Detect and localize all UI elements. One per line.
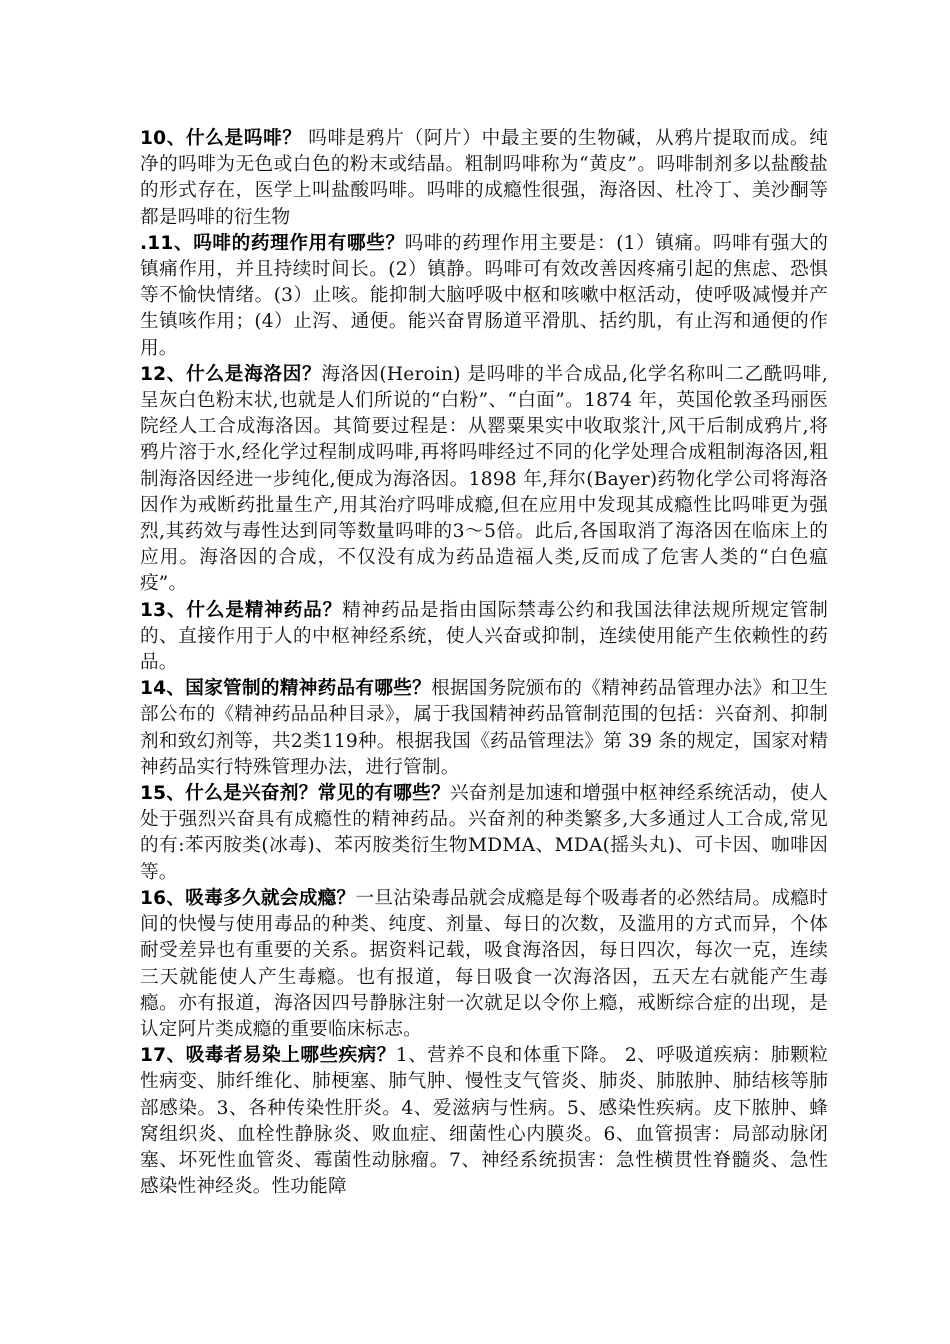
qa-item-17 xyxy=(140,1043,828,1200)
qa-item-16 xyxy=(140,886,828,1043)
qa-item-13 xyxy=(140,598,828,677)
qa-item-15 xyxy=(140,781,828,886)
answer-text: 根据国务院颁布的《精神药品管理办法》和卫生部公布的《精神药品品种目录》，属于我国精神药品管制范围的包括：兴奋剂、抑制剂和致幻剂等，共2类119种。根据我国《药品管理法》第 39 条的规定，国家对精神药品实行特殊管理办法，进行管制。 xyxy=(140,678,828,778)
question-heading: 12、什么是海洛因？ xyxy=(140,363,322,385)
question-heading: 15、什么是兴奋剂？常见的有哪些？ xyxy=(140,783,450,805)
qa-item-11 xyxy=(140,231,828,362)
question-heading: 14、国家管制的精神药品有哪些？ xyxy=(140,678,432,700)
qa-item-14 xyxy=(140,676,828,781)
document-page xyxy=(140,126,828,1200)
answer-text: 1、营养不良和体重下降。 2、呼吸道疾病：肺颗粒性病变、肺纤维化、肺梗塞、肺气肿、慢性支气管炎、肺炎、肺脓肿、肺结核等肺部感染。3、各种传染性肝炎。4、爱滋病与性病。5、感染性疾病。皮下脓肿、蜂窝组织炎、血栓性静脉炎、败血症、细菌性心内膜炎。6、血管损害：局部动脉闭塞、坏死性血管炎、霉菌性动脉瘤。7、神经系统损害：急性横贯性脊髓炎、急性感染性神经炎。性功能障 xyxy=(140,1045,828,1198)
question-heading: 17、吸毒者易染上哪些疾病？ xyxy=(140,1045,396,1067)
qa-item-12 xyxy=(140,362,828,598)
question-heading: 13、什么是精神药品？ xyxy=(140,599,343,621)
question-heading: 10、什么是吗啡？ xyxy=(140,128,302,149)
answer-text: 兴奋剂是加速和增强中枢神经系统活动，使人处于强烈兴奋具有成瘾性的精神药品。兴奋剂的种类繁多,大多通过人工合成,常见的有:苯丙胺类(冰毒)、苯丙胺类衍生物MDMA、MDA(摇头丸)、可卡因、咖啡因等。 xyxy=(140,783,828,883)
answer-text: 精神药品是指由国际禁毒公约和我国法律法规所规定管制的、直接作用于人的中枢神经系统，使人兴奋或抑制，连续使用能产生依赖性的药品。 xyxy=(140,599,828,674)
question-heading: .11、吗啡的药理作用有哪些？ xyxy=(140,232,405,254)
question-heading: 16、吸毒多久就会成瘾？ xyxy=(140,887,356,909)
answer-text: 一旦沾染毒品就会成瘾是每个吸毒者的必然结局。成瘾时间的快慢与使用毒品的种类、纯度、剂量、每日的次数，及滥用的方式而异，个体耐受差异也有重要的关系。据资料记载，吸食海洛因，每日四次，每次一克，连续三天就能使人产生毒瘾。也有报道，每日吸食一次海洛因，五天左右就能产生毒瘾。亦有报道，海洛因四号静脉注射一次就足以令你上瘾，戒断综合症的出现，是认定阿片类成瘾的重要临床标志。 xyxy=(140,887,828,1040)
answer-text: 吗啡是鸦片（阿片）中最主要的生物碱，从鸦片提取而成。纯净的吗啡为无色或白色的粉末或结晶。粗制吗啡称为“黄皮”。吗啡制剂多以盐酸盐的形式存在，医学上叫盐酸吗啡。吗啡的成瘾性很强，海洛因、杜冷丁、美沙酮等都是吗啡的衍生物 xyxy=(140,128,828,228)
answer-text: 吗啡的药理作用主要是：(1）镇痛。吗啡有强大的镇痛作用，并且持续时间长。(2）镇静。吗啡可有效改善因疼痛引起的焦虑、恐惧等不愉快情绪。(3）止咳。能抑制大脑呼吸中枢和咳嗽中枢活动，使呼吸减慢并产生镇咳作用；(4）止泻、通便。能兴奋胃肠道平滑肌、括约肌，有止泻和通便的作用。 xyxy=(140,232,828,359)
answer-text: 海洛因(Heroin) 是吗啡的半合成品,化学名称叫二乙酰吗啡,呈灰白色粉末状,也就是人们所说的“白粉”、“白面”。1874 年，英国伦敦圣玛丽医院经人工合成海洛因。其简要过程是：从罂粟果实中收取浆汁,风干后制成鸦片,将鸦片溶于水,经化学过程制成吗啡,再将吗啡经过不同的化学处理合成粗制海洛因,粗制海洛因经进一步纯化,便成为海洛因。1898 年,拜尔(Bayer)药物化学公司将海洛因作为戒断药批量生产,用其治疗吗啡成瘾,但在应用中发现其成瘾性比吗啡更为强烈,其药效与毒性达到同等数量吗啡的3～5倍。此后,各国取消了海洛因在临床上的应用。海洛因的合成，不仅没有成为药品造福人类,反而成了危害人类的“白色瘟疫”。 xyxy=(140,363,828,595)
qa-item-10 xyxy=(140,126,828,231)
